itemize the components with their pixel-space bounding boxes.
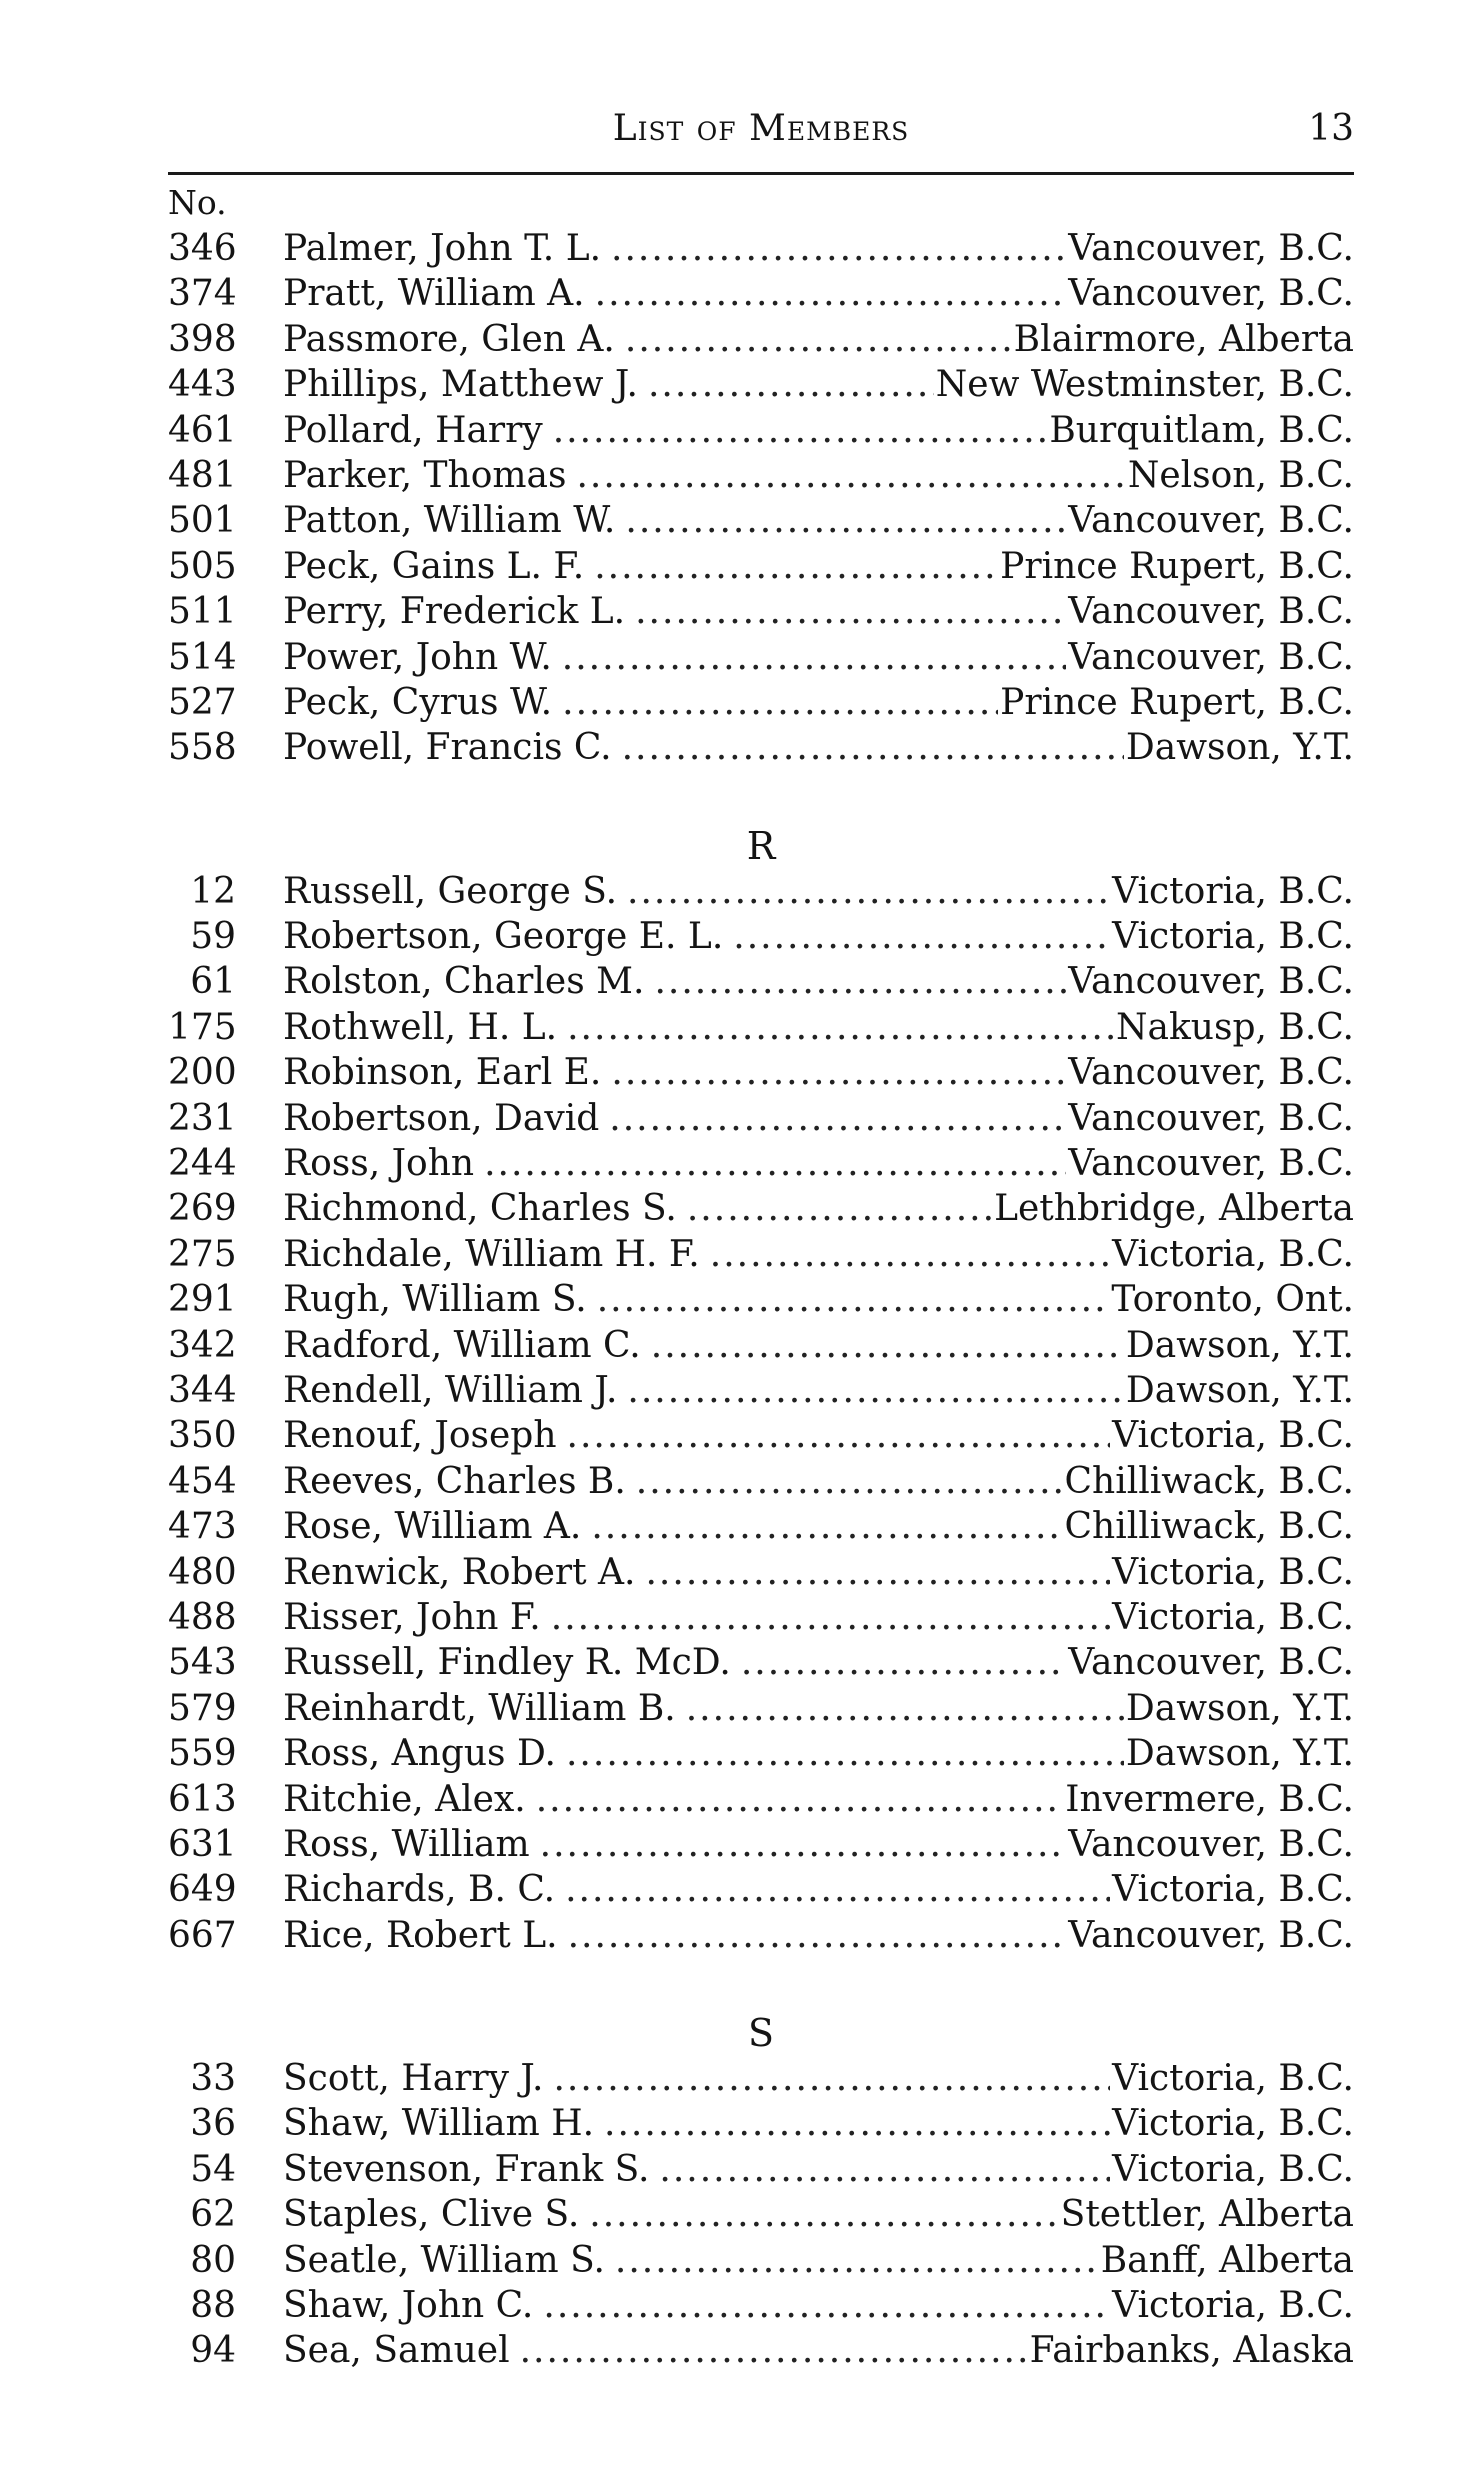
member-name: Ross, John xyxy=(283,1143,475,1185)
member-name: Richmond, Charles S. xyxy=(283,1188,677,1230)
member-location: Victoria, B.C. xyxy=(1112,1869,1354,1911)
member-row xyxy=(168,408,1354,453)
member-row xyxy=(168,1913,1354,1958)
member-number: 62 xyxy=(190,2194,236,2236)
member-location: Dawson, Y.T. xyxy=(1125,1324,1354,1366)
member-number: 59 xyxy=(190,916,236,958)
member-number: 33 xyxy=(190,2058,236,2100)
member-sections xyxy=(168,226,1354,2374)
dot-leader xyxy=(565,1867,1110,1912)
member-name: Rendell, William J. xyxy=(283,1369,618,1411)
member-number: 631 xyxy=(168,1823,237,1865)
member-location: Victoria, B.C. xyxy=(1112,2148,1354,2190)
member-number: 88 xyxy=(190,2285,236,2327)
member-name: Staples, Clive S. xyxy=(283,2194,580,2236)
member-row xyxy=(168,498,1354,543)
member-name: Sea, Samuel xyxy=(283,2330,510,2372)
dot-leader xyxy=(636,1459,1063,1504)
member-row xyxy=(168,1640,1354,1685)
member-name: Pratt, William A. xyxy=(283,273,585,315)
member-location: Blairmore, Alberta xyxy=(1013,318,1354,360)
member-number: 649 xyxy=(168,1869,237,1911)
member-location: Nakusp, B.C. xyxy=(1116,1006,1354,1048)
dot-leader xyxy=(520,2328,1028,2373)
member-name: Russell, Findley R. McD. xyxy=(283,1642,731,1684)
member-location: Burquitlam, B.C. xyxy=(1049,409,1354,451)
member-name: Shaw, John C. xyxy=(283,2285,534,2327)
member-location: Nelson, B.C. xyxy=(1127,454,1354,496)
dot-leader xyxy=(710,1232,1110,1277)
member-location: Vancouver, B.C. xyxy=(1068,500,1354,542)
member-number: 481 xyxy=(168,454,237,496)
header-rule xyxy=(168,172,1354,175)
member-row xyxy=(168,2192,1354,2237)
member-name: Ritchie, Alex. xyxy=(283,1778,526,1820)
member-name: Stevenson, Frank S. xyxy=(283,2148,650,2190)
member-name: Rice, Robert L. xyxy=(283,1914,558,1956)
member-name: Seatle, William S. xyxy=(283,2239,605,2281)
member-location: Victoria, B.C. xyxy=(1112,1415,1354,1457)
member-location: Vancouver, B.C. xyxy=(1068,1823,1354,1865)
page-title: List of Members xyxy=(612,108,910,149)
member-location: Victoria, B.C. xyxy=(1112,1233,1354,1275)
member-name: Risser, John F. xyxy=(283,1596,541,1638)
section-spacer xyxy=(168,1958,1354,2010)
member-name: Russell, George S. xyxy=(283,870,618,912)
member-row xyxy=(168,914,1354,959)
member-name: Peck, Cyrus W. xyxy=(283,681,553,723)
member-location: Toronto, Ont. xyxy=(1111,1279,1354,1321)
member-location: Fairbanks, Alaska xyxy=(1029,2330,1354,2372)
dot-leader xyxy=(635,589,1066,634)
member-row xyxy=(168,2101,1354,2146)
member-number: 346 xyxy=(168,228,237,269)
dot-leader xyxy=(568,1913,1067,1958)
section-letter: S xyxy=(747,2011,775,2056)
member-row xyxy=(168,2283,1354,2328)
member-row xyxy=(168,317,1354,362)
member-name: Perry, Frederick L. xyxy=(283,591,626,633)
member-location: Vancouver, B.C. xyxy=(1068,961,1354,1003)
member-number: 61 xyxy=(190,961,236,1003)
member-number: 543 xyxy=(168,1642,237,1684)
member-number: 443 xyxy=(168,364,237,406)
dot-leader xyxy=(597,1277,1110,1322)
dot-leader xyxy=(741,1640,1066,1685)
member-row xyxy=(168,1005,1354,1050)
member-row xyxy=(168,453,1354,498)
member-row xyxy=(168,226,1354,271)
dot-leader xyxy=(591,1504,1062,1549)
member-row xyxy=(168,544,1354,589)
member-row xyxy=(168,1096,1354,1141)
member-name: Rolston, Charles M. xyxy=(283,961,645,1003)
dot-leader xyxy=(622,725,1124,770)
member-name: Richdale, William H. F. xyxy=(283,1233,700,1275)
member-row xyxy=(168,1686,1354,1731)
member-row xyxy=(168,362,1354,407)
member-number: 344 xyxy=(168,1369,237,1411)
member-name: Renouf, Joseph xyxy=(283,1415,557,1457)
member-name: Palmer, John T. L. xyxy=(283,228,602,269)
member-location: New Westminster, B.C. xyxy=(935,364,1354,406)
dot-leader xyxy=(625,317,1012,362)
member-location: Victoria, B.C. xyxy=(1112,1596,1354,1638)
member-location: Vancouver, B.C. xyxy=(1068,273,1354,315)
member-number: 231 xyxy=(168,1097,237,1139)
member-name: Ross, William xyxy=(283,1823,530,1865)
member-number: 514 xyxy=(168,636,237,678)
member-location: Dawson, Y.T. xyxy=(1125,1733,1354,1775)
member-number: 501 xyxy=(168,500,237,542)
member-location: Vancouver, B.C. xyxy=(1068,591,1354,633)
member-number: 398 xyxy=(168,318,237,360)
member-name: Robertson, David xyxy=(283,1097,600,1139)
member-row xyxy=(168,1504,1354,1549)
member-location: Victoria, B.C. xyxy=(1112,1551,1354,1593)
member-number: 54 xyxy=(190,2148,236,2190)
member-row xyxy=(168,1595,1354,1640)
dot-leader xyxy=(566,1731,1124,1776)
member-row xyxy=(168,271,1354,316)
page-number: 13 xyxy=(1308,108,1354,149)
member-location: Vancouver, B.C. xyxy=(1068,1914,1354,1956)
dot-leader xyxy=(611,226,1066,271)
member-number: 36 xyxy=(190,2103,236,2145)
dot-leader xyxy=(595,271,1067,316)
dot-leader xyxy=(645,1550,1110,1595)
member-name: Shaw, William H. xyxy=(283,2103,595,2145)
dot-leader xyxy=(551,1595,1110,1640)
dot-leader xyxy=(567,1005,1114,1050)
member-row xyxy=(168,1232,1354,1277)
member-name: Robertson, George E. L. xyxy=(283,916,724,958)
member-location: Prince Rupert, B.C. xyxy=(1000,681,1354,723)
member-name: Phillips, Matthew J. xyxy=(283,364,638,406)
member-number: 511 xyxy=(168,591,237,633)
member-row xyxy=(168,1459,1354,1504)
member-location: Vancouver, B.C. xyxy=(1068,228,1354,269)
member-name: Reeves, Charles B. xyxy=(283,1460,626,1502)
member-name: Rose, William A. xyxy=(283,1506,582,1548)
dot-leader xyxy=(594,544,998,589)
member-number: 94 xyxy=(190,2330,236,2372)
dot-leader xyxy=(543,2283,1110,2328)
dot-leader xyxy=(576,453,1125,498)
member-row xyxy=(168,1277,1354,1322)
member-row xyxy=(168,2147,1354,2192)
member-location: Dawson, Y.T. xyxy=(1125,1687,1354,1729)
member-location: Banff, Alberta xyxy=(1100,2239,1354,2281)
dot-leader xyxy=(627,869,1110,914)
member-name: Power, John W. xyxy=(283,636,552,678)
member-name: Powell, Francis C. xyxy=(283,727,612,769)
member-name: Peck, Gains L. F. xyxy=(283,545,585,587)
member-row xyxy=(168,1050,1354,1095)
member-number: 480 xyxy=(168,1551,237,1593)
member-row xyxy=(168,1141,1354,1186)
member-name: Radford, William C. xyxy=(283,1324,641,1366)
member-location: Vancouver, B.C. xyxy=(1068,636,1354,678)
member-location: Victoria, B.C. xyxy=(1112,2058,1354,2100)
member-number: 342 xyxy=(168,1324,237,1366)
member-location: Prince Rupert, B.C. xyxy=(1000,545,1354,587)
member-name: Scott, Harry J. xyxy=(283,2058,544,2100)
member-location: Stettler, Alberta xyxy=(1060,2194,1354,2236)
dot-leader xyxy=(687,1186,992,1231)
member-location: Invermere, B.C. xyxy=(1065,1778,1354,1820)
member-row xyxy=(168,1777,1354,1822)
member-row xyxy=(168,1186,1354,1231)
member-number: 200 xyxy=(168,1052,237,1094)
member-location: Chilliwack, B.C. xyxy=(1064,1460,1354,1502)
dot-leader xyxy=(553,2056,1110,2101)
member-location: Vancouver, B.C. xyxy=(1068,1642,1354,1684)
dot-leader xyxy=(562,635,1066,680)
dot-leader xyxy=(562,680,998,725)
dot-leader xyxy=(627,1368,1124,1413)
member-row xyxy=(168,589,1354,634)
member-row xyxy=(168,959,1354,1004)
member-location: Vancouver, B.C. xyxy=(1068,1097,1354,1139)
member-number: 374 xyxy=(168,273,237,315)
section-spacer xyxy=(168,771,1354,823)
member-location: Victoria, B.C. xyxy=(1112,2285,1354,2327)
member-name: Renwick, Robert A. xyxy=(283,1551,636,1593)
member-location: Dawson, Y.T. xyxy=(1125,727,1354,769)
member-number: 350 xyxy=(168,1415,237,1457)
member-location: Lethbridge, Alberta xyxy=(994,1188,1354,1230)
member-number: 527 xyxy=(168,681,237,723)
member-location: Victoria, B.C. xyxy=(1112,916,1354,958)
member-location: Dawson, Y.T. xyxy=(1125,1369,1354,1411)
dot-leader xyxy=(659,2147,1110,2192)
member-name: Richards, B. C. xyxy=(283,1869,556,1911)
member-row xyxy=(168,680,1354,725)
member-location: Vancouver, B.C. xyxy=(1068,1052,1354,1094)
member-name: Ross, Angus D. xyxy=(283,1733,556,1775)
member-row xyxy=(168,1867,1354,1912)
member-row xyxy=(168,2328,1354,2373)
member-name: Passmore, Glen A. xyxy=(283,318,615,360)
member-number: 461 xyxy=(168,409,237,451)
dot-leader xyxy=(484,1141,1066,1186)
member-row xyxy=(168,1323,1354,1368)
dot-leader xyxy=(604,2101,1110,2146)
member-number: 454 xyxy=(168,1460,237,1502)
dot-leader xyxy=(648,362,934,407)
member-name: Reinhardt, William B. xyxy=(283,1687,676,1729)
member-location: Victoria, B.C. xyxy=(1112,870,1354,912)
dot-leader xyxy=(540,1822,1067,1867)
page-header xyxy=(168,108,1354,168)
member-number: 579 xyxy=(168,1687,237,1729)
member-number: 473 xyxy=(168,1506,237,1548)
member-row xyxy=(168,869,1354,914)
member-number: 667 xyxy=(168,1914,237,1956)
dot-leader xyxy=(686,1686,1124,1731)
member-name: Rothwell, H. L. xyxy=(283,1006,558,1048)
dot-leader xyxy=(651,1323,1124,1368)
member-number: 80 xyxy=(190,2239,236,2281)
dot-leader xyxy=(553,408,1048,453)
dot-leader xyxy=(589,2192,1058,2237)
member-row xyxy=(168,1550,1354,1595)
member-number: 12 xyxy=(190,870,236,912)
dot-leader xyxy=(567,1413,1111,1458)
member-number: 244 xyxy=(168,1143,237,1185)
member-location: Chilliwack, B.C. xyxy=(1064,1506,1354,1548)
member-number: 291 xyxy=(168,1279,237,1321)
member-number: 613 xyxy=(168,1778,237,1820)
dot-leader xyxy=(733,914,1110,959)
member-row xyxy=(168,1368,1354,1413)
member-number: 175 xyxy=(168,1006,237,1048)
dot-leader xyxy=(615,2238,1099,2283)
member-location: Vancouver, B.C. xyxy=(1068,1143,1354,1185)
member-name: Robinson, Earl E. xyxy=(283,1052,602,1094)
dot-leader xyxy=(609,1096,1066,1141)
member-name: Rugh, William S. xyxy=(283,1279,587,1321)
member-list xyxy=(168,180,1354,2374)
member-number: 275 xyxy=(168,1233,237,1275)
member-number: 269 xyxy=(168,1188,237,1230)
member-row xyxy=(168,725,1354,770)
member-number: 505 xyxy=(168,545,237,587)
dot-leader xyxy=(654,959,1066,1004)
member-row xyxy=(168,1413,1354,1458)
member-name: Patton, William W. xyxy=(283,500,616,542)
number-column-label: No. xyxy=(168,183,227,222)
member-location: Victoria, B.C. xyxy=(1112,2103,1354,2145)
member-row xyxy=(168,635,1354,680)
member-number: 558 xyxy=(168,727,237,769)
section-letter: R xyxy=(746,823,776,868)
member-name: Parker, Thomas xyxy=(283,454,567,496)
dot-leader xyxy=(536,1777,1064,1822)
member-row xyxy=(168,2056,1354,2101)
member-name: Pollard, Harry xyxy=(283,409,543,451)
member-row xyxy=(168,1822,1354,1867)
member-number: 559 xyxy=(168,1733,237,1775)
member-number: 488 xyxy=(168,1596,237,1638)
dot-leader xyxy=(625,498,1066,543)
member-row xyxy=(168,1731,1354,1776)
member-row xyxy=(168,2238,1354,2283)
dot-leader xyxy=(611,1050,1066,1095)
